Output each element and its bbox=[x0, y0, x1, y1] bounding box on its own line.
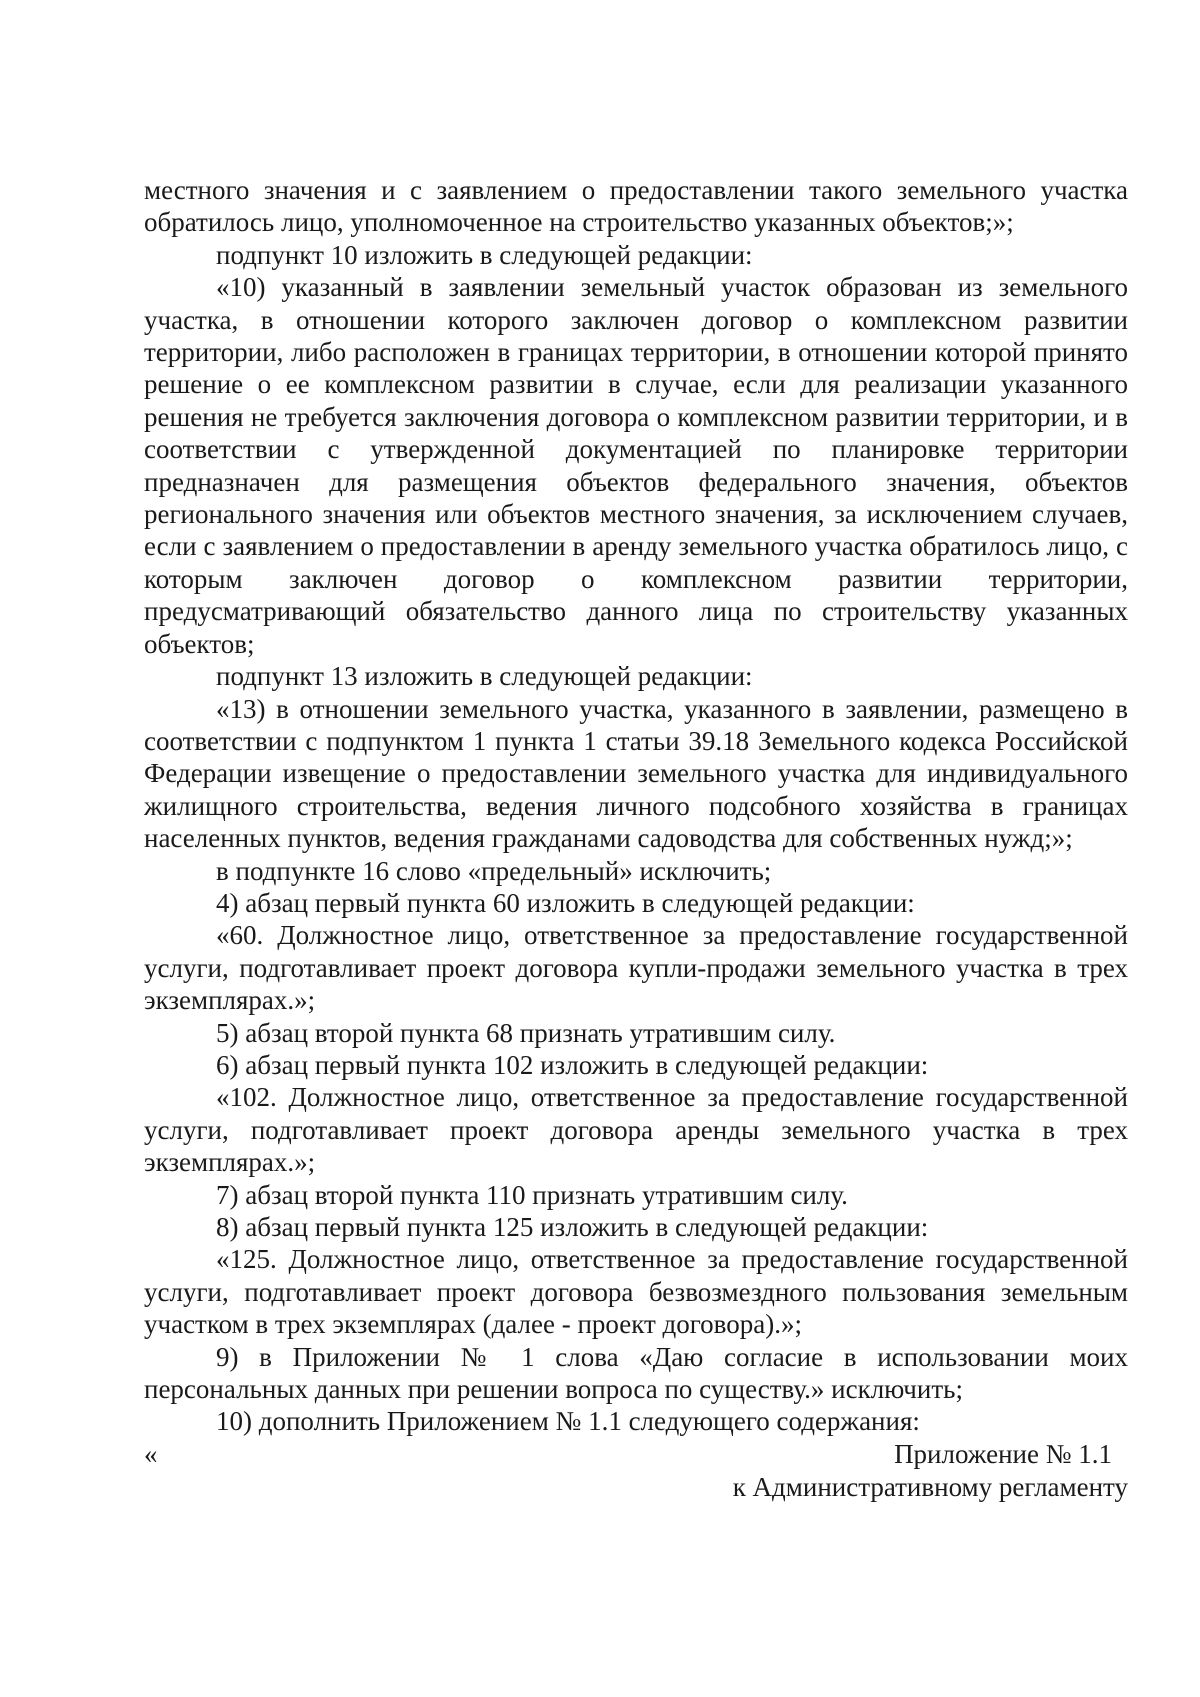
paragraph: в подпункте 16 слово «предельный» исключить; bbox=[216, 855, 772, 886]
paragraph: 9) в Приложении № 1 слова «Даю согласие в использовании моих персональных данных при решении вопроса по существу.» исключить; bbox=[144, 1341, 1128, 1405]
paragraph: «102. Должностное лицо, ответственное за предоставление государственной услуги, подготавливает проект договора аренды земельного участка в трех экземплярах.»; bbox=[144, 1082, 1128, 1178]
paragraph: подпункт 10 изложить в следующей редакции: bbox=[216, 239, 753, 270]
paragraph: подпункт 13 изложить в следующей редакции: bbox=[216, 661, 753, 692]
appendix-open-quote: « bbox=[144, 1438, 158, 1469]
paragraph: 6) абзац первый пункта 102 изложить в следующей редакции: bbox=[216, 1049, 929, 1080]
paragraph: «125. Должностное лицо, ответственное за предоставление государственной услуги, подготавливает проект договора безвозмездного пользования земельным участком в трех экземплярах (далее - проект договора).»; bbox=[144, 1244, 1128, 1340]
paragraph: «60. Должностное лицо, ответственное за предоставление государственной услуги, подготавливает проект договора купли-продажи земельного участка в трех экземплярах.»; bbox=[144, 920, 1128, 1016]
appendix-title: Приложение № 1.1 bbox=[894, 1438, 1112, 1469]
paragraph-list bbox=[144, 174, 1128, 1438]
paragraph: 8) абзац первый пункта 125 изложить в следующей редакции: bbox=[216, 1212, 929, 1242]
paragraph: «13) в отношении земельного участка, указанного в заявлении, размещено в соответствии с подпунктом 1 пункта 1 статьи 39.18 Земельного кодекса Российской Федерации извещение о предоставлении земельного участка для индивидуального жилищного строительства, ведения личного подсобного хозяйства в границах населенных пунктов, ведения гражданами садоводства для собственных нужд;»; bbox=[144, 693, 1128, 854]
appendix-subtitle: к Административному регламенту bbox=[732, 1471, 1128, 1502]
paragraph: 4) абзац первый пункта 60 изложить в следующей редакции: bbox=[216, 887, 915, 918]
document-body bbox=[144, 174, 1128, 1504]
paragraph: местного значения и с заявлением о предоставлении такого земельного участка обратилось лицо, уполномоченное на строительство указанных объектов;»; bbox=[144, 175, 1128, 238]
paragraph: 10) дополнить Приложением № 1.1 следующего содержания: bbox=[216, 1406, 920, 1437]
paragraph: 7) абзац второй пункта 110 признать утратившим силу. bbox=[216, 1179, 848, 1210]
appendix-heading bbox=[144, 1438, 1128, 1504]
paragraph: «10) указанный в заявлении земельный участок образован из земельного участка, в отношении которого заключен договор о комплексном развитии территории, либо расположен в границах территории, в отношении которой принято решение о ее комплексном развитии в случае, если для реализации указанного решения не требуется заключения договора о комплексном развитии территории, и в соответствии с утвержденной документацией по планировке территории предназначен для размещения объектов федерального значения, объектов регионального значения или объектов местного значения, за исключением случаев, если с заявлением о предоставлении в аренду земельного участка обратилось лицо, с которым заключен договор о комплексном развитии территории, предусматривающий обязательство данного лица по строительству указанных объектов; bbox=[144, 272, 1128, 659]
paragraph: 5) абзац второй пункта 68 признать утратившим силу. bbox=[216, 1017, 836, 1048]
